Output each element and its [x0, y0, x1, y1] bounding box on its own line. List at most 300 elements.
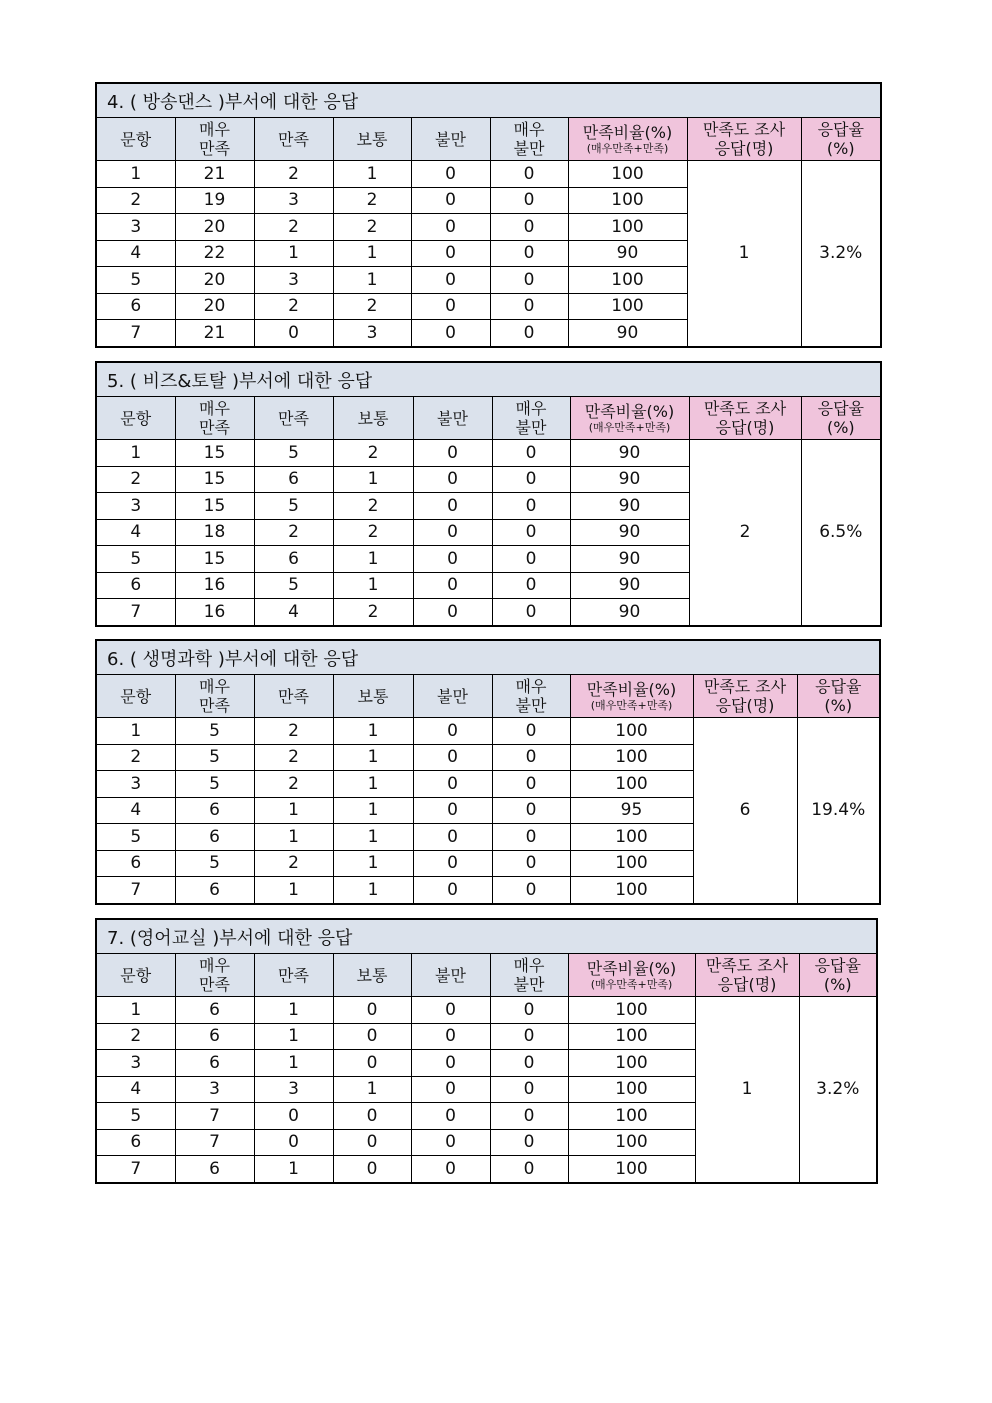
item-number: 6 [96, 850, 175, 877]
very-satisfied-count: 21 [175, 161, 254, 188]
item-number: 7 [96, 320, 175, 347]
header-label: 매우 [513, 120, 545, 139]
dissatisfied-count: 0 [411, 1076, 490, 1103]
header-very-satisfied [175, 397, 254, 440]
header-label: 불만 [513, 975, 545, 994]
satisfaction-ratio: 90 [570, 546, 689, 573]
header-label: 문항 [120, 408, 152, 428]
item-number: 1 [96, 440, 175, 467]
header-label: 응답율 [817, 120, 864, 139]
satisfaction-ratio: 100 [568, 267, 687, 294]
very-satisfied-count: 15 [175, 546, 254, 573]
satisfied-count: 2 [254, 771, 333, 798]
header-label: 매우 [515, 399, 547, 418]
very-dissatisfied-count: 0 [490, 214, 568, 241]
survey-count-value: 1 [687, 161, 801, 347]
neutral-count: 2 [333, 440, 413, 467]
item-number: 2 [96, 466, 175, 493]
header-label: 불만 [515, 418, 547, 437]
item-number: 1 [96, 718, 175, 745]
header-ratio [570, 397, 689, 440]
item-number: 6 [96, 293, 175, 320]
header-survey-count [693, 675, 797, 718]
satisfied-count: 2 [254, 744, 333, 771]
header-neutral [333, 675, 413, 718]
satisfied-count: 5 [254, 572, 333, 599]
satisfied-count: 1 [254, 1023, 333, 1050]
header-neutral [333, 397, 413, 440]
very-dissatisfied-count: 0 [492, 493, 570, 520]
header-label: 응답(명) [717, 975, 777, 994]
header-very-dissatisfied [490, 118, 568, 161]
header-label: 보통 [357, 686, 389, 706]
dissatisfied-count: 0 [413, 771, 492, 798]
satisfaction-ratio: 100 [568, 214, 687, 241]
dissatisfied-count: 0 [413, 440, 492, 467]
header-label: 매우 [199, 120, 230, 139]
very-dissatisfied-count: 0 [490, 1156, 568, 1183]
very-dissatisfied-count: 0 [492, 797, 570, 824]
item-number: 5 [96, 1103, 175, 1130]
dissatisfied-count: 0 [413, 877, 492, 904]
very-dissatisfied-count: 0 [492, 771, 570, 798]
neutral-count: 2 [333, 519, 413, 546]
very-dissatisfied-count: 0 [492, 877, 570, 904]
very-dissatisfied-count: 0 [492, 744, 570, 771]
table-title: 6. ( 생명과학 )부서에 대한 응답 [96, 640, 880, 675]
very-satisfied-count: 3 [175, 1076, 254, 1103]
table-row [96, 440, 881, 467]
very-satisfied-count: 6 [175, 1023, 254, 1050]
very-satisfied-count: 6 [175, 797, 254, 824]
item-number: 6 [96, 572, 175, 599]
very-dissatisfied-count: 0 [492, 546, 570, 573]
header-label: 만족비율(%) [586, 679, 677, 699]
satisfaction-ratio: 90 [570, 493, 689, 520]
satisfied-count: 5 [254, 440, 333, 467]
very-satisfied-count: 15 [175, 466, 254, 493]
header-ratio [568, 118, 687, 161]
neutral-count: 0 [333, 1050, 411, 1077]
dissatisfied-count: 0 [413, 797, 492, 824]
neutral-count: 1 [333, 824, 413, 851]
item-number: 7 [96, 1156, 175, 1183]
satisfied-count: 3 [254, 267, 333, 294]
satisfaction-ratio: 90 [568, 320, 687, 347]
header-label: 문항 [120, 129, 152, 149]
satisfaction-ratio: 90 [570, 440, 689, 467]
header-response-rate [801, 397, 881, 440]
response-rate-value: 3.2% [801, 161, 881, 347]
neutral-count: 1 [333, 718, 413, 745]
satisfaction-ratio: 100 [568, 161, 687, 188]
dissatisfied-count: 0 [413, 850, 492, 877]
header-label: 문항 [120, 965, 152, 985]
dissatisfied-count: 0 [411, 267, 490, 294]
very-satisfied-count: 16 [175, 599, 254, 626]
very-dissatisfied-count: 0 [490, 161, 568, 188]
very-satisfied-count: 20 [175, 267, 254, 294]
header-sublabel: (매우만족+만족) [590, 698, 673, 712]
neutral-count: 2 [333, 293, 411, 320]
very-satisfied-count: 6 [175, 1156, 254, 1183]
very-satisfied-count: 22 [175, 240, 254, 267]
header-neutral [333, 118, 411, 161]
dissatisfied-count: 0 [411, 240, 490, 267]
neutral-count: 0 [333, 1156, 411, 1183]
header-item [96, 397, 175, 440]
satisfaction-ratio: 100 [570, 850, 693, 877]
very-dissatisfied-count: 0 [492, 824, 570, 851]
header-neutral [333, 954, 411, 997]
dissatisfied-count: 0 [411, 1156, 490, 1183]
header-label: 매우 [199, 677, 230, 696]
very-dissatisfied-count: 0 [492, 466, 570, 493]
item-number: 3 [96, 1050, 175, 1077]
dissatisfied-count: 0 [411, 997, 490, 1024]
very-satisfied-count: 6 [175, 1050, 254, 1077]
neutral-count: 0 [333, 1023, 411, 1050]
survey-count-value: 1 [695, 997, 799, 1183]
header-item [96, 675, 175, 718]
header-label: (%) [823, 975, 852, 994]
satisfied-count: 2 [254, 214, 333, 241]
satisfaction-ratio: 100 [570, 824, 693, 851]
header-label: 불만 [513, 139, 545, 158]
satisfied-count: 1 [254, 997, 333, 1024]
satisfied-count: 0 [254, 1103, 333, 1130]
header-label: 불만 [435, 129, 466, 149]
satisfaction-ratio: 100 [570, 877, 693, 904]
very-dissatisfied-count: 0 [492, 572, 570, 599]
satisfaction-ratio: 90 [568, 240, 687, 267]
header-label: 응답(명) [714, 139, 774, 158]
header-label: 만족 [199, 975, 230, 994]
item-number: 2 [96, 1023, 175, 1050]
header-label: 만족 [278, 686, 309, 706]
satisfaction-ratio: 100 [568, 1156, 695, 1183]
header-label: (%) [826, 139, 855, 158]
response-rate-value: 19.4% [797, 718, 880, 904]
satisfied-count: 3 [254, 1076, 333, 1103]
survey-table [95, 639, 881, 905]
very-dissatisfied-count: 0 [490, 1076, 568, 1103]
satisfied-count: 1 [254, 1156, 333, 1183]
satisfied-count: 1 [254, 797, 333, 824]
very-dissatisfied-count: 0 [492, 519, 570, 546]
header-label: 보통 [357, 408, 389, 428]
header-sublabel: (매우만족+만족) [588, 420, 671, 434]
header-label: 만족비율(%) [586, 958, 677, 978]
satisfaction-ratio: 100 [568, 1023, 695, 1050]
header-label: 매우 [515, 677, 547, 696]
very-dissatisfied-count: 0 [490, 1103, 568, 1130]
neutral-count: 3 [333, 320, 411, 347]
table-title: 4. ( 방송댄스 )부서에 대한 응답 [96, 83, 881, 118]
header-ratio [568, 954, 695, 997]
satisfied-count: 5 [254, 493, 333, 520]
header-label: 만족도 조사 [703, 399, 787, 418]
item-number: 5 [96, 267, 175, 294]
survey-table [95, 918, 878, 1184]
satisfied-count: 6 [254, 546, 333, 573]
dissatisfied-count: 0 [411, 293, 490, 320]
satisfied-count: 2 [254, 718, 333, 745]
neutral-count: 1 [333, 877, 413, 904]
response-rate-value: 3.2% [799, 997, 877, 1183]
item-number: 4 [96, 1076, 175, 1103]
satisfied-count: 2 [254, 161, 333, 188]
item-number: 4 [96, 240, 175, 267]
neutral-count: 0 [333, 1129, 411, 1156]
very-satisfied-count: 15 [175, 493, 254, 520]
neutral-count: 2 [333, 214, 411, 241]
very-dissatisfied-count: 0 [490, 240, 568, 267]
header-label: 불만 [437, 408, 468, 428]
dissatisfied-count: 0 [411, 214, 490, 241]
header-item [96, 118, 175, 161]
header-dissatisfied [413, 397, 492, 440]
satisfaction-ratio: 100 [568, 1129, 695, 1156]
satisfied-count: 0 [254, 1129, 333, 1156]
header-label: 만족 [199, 696, 230, 715]
header-survey-count [687, 118, 801, 161]
very-dissatisfied-count: 0 [490, 267, 568, 294]
neutral-count: 1 [333, 466, 413, 493]
header-label: 불만 [435, 965, 466, 985]
header-label: 만족도 조사 [703, 677, 787, 696]
dissatisfied-count: 0 [413, 599, 492, 626]
header-item [96, 954, 175, 997]
response-rate-value: 6.5% [801, 440, 881, 626]
dissatisfied-count: 0 [411, 1023, 490, 1050]
dissatisfied-count: 0 [411, 1103, 490, 1130]
very-dissatisfied-count: 0 [492, 718, 570, 745]
very-satisfied-count: 16 [175, 572, 254, 599]
satisfaction-ratio: 90 [570, 466, 689, 493]
neutral-count: 1 [333, 1076, 411, 1103]
dissatisfied-count: 0 [413, 744, 492, 771]
satisfaction-ratio: 100 [568, 293, 687, 320]
header-survey-count [689, 397, 801, 440]
very-satisfied-count: 21 [175, 320, 254, 347]
dissatisfied-count: 0 [411, 1129, 490, 1156]
dissatisfied-count: 0 [413, 824, 492, 851]
neutral-count: 1 [333, 267, 411, 294]
satisfied-count: 2 [254, 850, 333, 877]
neutral-count: 1 [333, 240, 411, 267]
header-very-satisfied [175, 118, 254, 161]
neutral-count: 2 [333, 599, 413, 626]
dissatisfied-count: 0 [413, 519, 492, 546]
survey-table [95, 82, 882, 348]
neutral-count: 1 [333, 850, 413, 877]
satisfied-count: 2 [254, 293, 333, 320]
satisfied-count: 1 [254, 1050, 333, 1077]
satisfied-count: 1 [254, 877, 333, 904]
header-very-satisfied [175, 954, 254, 997]
very-dissatisfied-count: 0 [490, 293, 568, 320]
header-response-rate [801, 118, 881, 161]
table-title: 5. ( 비즈&토탈 )부서에 대한 응답 [96, 362, 881, 397]
very-satisfied-count: 5 [175, 744, 254, 771]
header-dissatisfied [413, 675, 492, 718]
header-label: 응답(명) [715, 696, 775, 715]
header-very-satisfied [175, 675, 254, 718]
item-number: 7 [96, 599, 175, 626]
very-satisfied-count: 7 [175, 1129, 254, 1156]
dissatisfied-count: 0 [411, 187, 490, 214]
item-number: 5 [96, 824, 175, 851]
satisfaction-ratio: 90 [570, 599, 689, 626]
satisfaction-ratio: 90 [570, 572, 689, 599]
very-dissatisfied-count: 0 [490, 1129, 568, 1156]
very-satisfied-count: 20 [175, 214, 254, 241]
very-satisfied-count: 7 [175, 1103, 254, 1130]
satisfied-count: 2 [254, 519, 333, 546]
satisfied-count: 3 [254, 187, 333, 214]
header-label: 만족 [278, 129, 309, 149]
very-dissatisfied-count: 0 [492, 440, 570, 467]
dissatisfied-count: 0 [413, 572, 492, 599]
header-dissatisfied [411, 118, 490, 161]
header-label: 매우 [199, 399, 230, 418]
very-satisfied-count: 20 [175, 293, 254, 320]
very-satisfied-count: 6 [175, 877, 254, 904]
table-title: 7. (영어교실 )부서에 대한 응답 [96, 919, 877, 954]
dissatisfied-count: 0 [413, 466, 492, 493]
item-number: 3 [96, 771, 175, 798]
header-label: 매우 [199, 956, 230, 975]
header-label: 만족도 조사 [705, 956, 789, 975]
header-very-dissatisfied [490, 954, 568, 997]
dissatisfied-count: 0 [413, 493, 492, 520]
header-label: 보통 [356, 129, 388, 149]
header-ratio [570, 675, 693, 718]
header-label: 만족 [199, 418, 230, 437]
neutral-count: 1 [333, 771, 413, 798]
header-very-dissatisfied [492, 675, 570, 718]
header-label: 만족비율(%) [582, 122, 673, 142]
very-satisfied-count: 18 [175, 519, 254, 546]
header-satisfied [254, 954, 333, 997]
header-label: 불만 [437, 686, 468, 706]
very-satisfied-count: 5 [175, 850, 254, 877]
satisfaction-ratio: 95 [570, 797, 693, 824]
header-label: 문항 [120, 686, 152, 706]
header-response-rate [797, 675, 880, 718]
header-label: 만족 [199, 139, 230, 158]
neutral-count: 1 [333, 546, 413, 573]
neutral-count: 1 [333, 161, 411, 188]
item-number: 3 [96, 214, 175, 241]
very-dissatisfied-count: 0 [490, 1023, 568, 1050]
neutral-count: 1 [333, 797, 413, 824]
item-number: 4 [96, 519, 175, 546]
header-label: 응답율 [815, 677, 862, 696]
very-satisfied-count: 5 [175, 718, 254, 745]
satisfaction-ratio: 100 [568, 1076, 695, 1103]
header-label: 보통 [356, 965, 388, 985]
header-satisfied [254, 118, 333, 161]
satisfaction-ratio: 90 [570, 519, 689, 546]
satisfied-count: 1 [254, 824, 333, 851]
very-dissatisfied-count: 0 [490, 187, 568, 214]
table-row [96, 161, 881, 188]
header-label: 만족 [278, 965, 309, 985]
header-survey-count [695, 954, 799, 997]
header-label: 응답율 [817, 399, 864, 418]
header-label: 만족도 조사 [702, 120, 786, 139]
item-number: 1 [96, 161, 175, 188]
header-satisfied [254, 675, 333, 718]
satisfaction-ratio: 100 [570, 771, 693, 798]
very-dissatisfied-count: 0 [490, 997, 568, 1024]
satisfaction-ratio: 100 [568, 1103, 695, 1130]
very-satisfied-count: 6 [175, 824, 254, 851]
survey-count-value: 2 [689, 440, 801, 626]
satisfied-count: 4 [254, 599, 333, 626]
item-number: 4 [96, 797, 175, 824]
very-satisfied-count: 15 [175, 440, 254, 467]
header-label: 불만 [515, 696, 547, 715]
header-label: 만족 [278, 408, 309, 428]
header-label: 매우 [513, 956, 545, 975]
satisfied-count: 0 [254, 320, 333, 347]
satisfaction-ratio: 100 [568, 997, 695, 1024]
survey-table [95, 361, 882, 627]
very-satisfied-count: 6 [175, 997, 254, 1024]
dissatisfied-count: 0 [411, 1050, 490, 1077]
header-label: (%) [824, 696, 853, 715]
neutral-count: 1 [333, 572, 413, 599]
very-dissatisfied-count: 0 [492, 850, 570, 877]
very-dissatisfied-count: 0 [492, 599, 570, 626]
item-number: 2 [96, 187, 175, 214]
table-row [96, 718, 880, 745]
neutral-count: 0 [333, 997, 411, 1024]
header-satisfied [254, 397, 333, 440]
item-number: 6 [96, 1129, 175, 1156]
very-dissatisfied-count: 0 [490, 1050, 568, 1077]
table-row [96, 997, 877, 1024]
survey-count-value: 6 [693, 718, 797, 904]
very-satisfied-count: 19 [175, 187, 254, 214]
item-number: 1 [96, 997, 175, 1024]
satisfied-count: 6 [254, 466, 333, 493]
neutral-count: 2 [333, 187, 411, 214]
satisfaction-ratio: 100 [570, 744, 693, 771]
item-number: 7 [96, 877, 175, 904]
satisfaction-ratio: 100 [570, 718, 693, 745]
item-number: 2 [96, 744, 175, 771]
header-label: 만족비율(%) [584, 401, 675, 421]
header-response-rate [799, 954, 877, 997]
header-very-dissatisfied [492, 397, 570, 440]
satisfaction-ratio: 100 [568, 1050, 695, 1077]
satisfaction-ratio: 100 [568, 187, 687, 214]
header-dissatisfied [411, 954, 490, 997]
header-label: 응답율 [814, 956, 861, 975]
neutral-count: 2 [333, 493, 413, 520]
very-dissatisfied-count: 0 [490, 320, 568, 347]
satisfied-count: 1 [254, 240, 333, 267]
dissatisfied-count: 0 [411, 320, 490, 347]
dissatisfied-count: 0 [413, 718, 492, 745]
header-label: 응답(명) [715, 418, 775, 437]
header-label: (%) [826, 418, 855, 437]
dissatisfied-count: 0 [411, 161, 490, 188]
